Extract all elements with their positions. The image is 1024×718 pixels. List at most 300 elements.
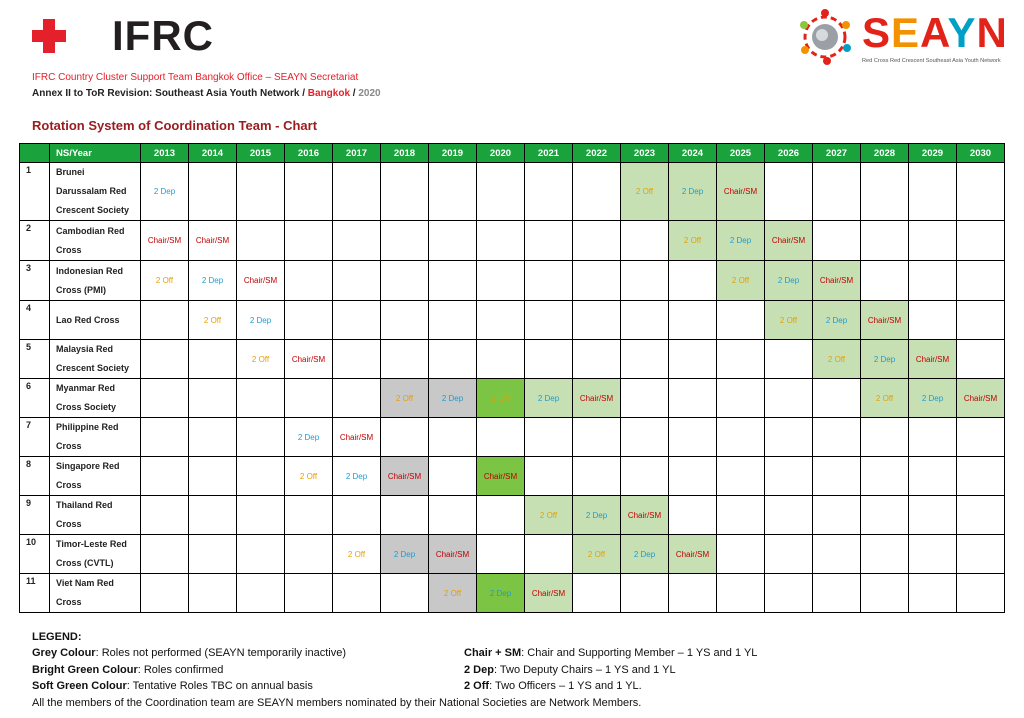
role-label: 2 Off	[539, 510, 558, 520]
year-header: 2024	[669, 144, 717, 163]
rotation-cell	[189, 574, 237, 613]
role-label: 2 Dep	[153, 187, 176, 196]
rotation-cell	[717, 379, 765, 418]
rotation-cell	[189, 379, 237, 418]
rotation-cell	[573, 379, 621, 418]
ns-name-line: Cross	[56, 480, 82, 490]
role-label: Chair/SM	[483, 471, 518, 481]
role-label: Chair/SM	[387, 471, 422, 481]
rotation-cell	[237, 379, 285, 418]
role-label: Chair/SM	[867, 315, 902, 325]
rotation-cell	[333, 261, 381, 301]
rotation-cell	[765, 301, 813, 340]
seayn-letter: E	[891, 9, 921, 56]
rotation-cell	[573, 261, 621, 301]
legend-title: LEGEND:	[32, 631, 82, 643]
role-label: 2 Dep	[537, 393, 560, 403]
ns-name-line: Indonesian Red	[56, 265, 124, 276]
ns-name-line: Thailand Red	[56, 500, 113, 510]
ns-name-line: Cross	[56, 597, 82, 607]
rotation-cell	[669, 457, 717, 496]
rotation-cell	[333, 379, 381, 418]
rotation-cell	[429, 163, 477, 221]
ns-name-line: Viet Nam Red	[56, 578, 114, 588]
rotation-cell	[141, 496, 189, 535]
table-row	[20, 535, 1005, 574]
rotation-cell	[237, 418, 285, 457]
role-label: 2 Off	[251, 354, 270, 364]
rotation-cell	[333, 163, 381, 221]
legend-bright-text: : Roles confirmed	[137, 663, 224, 676]
rotation-cell	[285, 457, 333, 496]
rotation-cell	[381, 340, 429, 379]
rotation-cell	[525, 340, 573, 379]
table-row	[20, 221, 1005, 261]
rotation-cell	[429, 574, 477, 613]
table-body	[20, 163, 1005, 613]
ns-name-line: Myanmar Red	[56, 383, 116, 393]
rotation-cell	[141, 457, 189, 496]
seayn-emblem-icon	[796, 8, 854, 66]
ns-name-line: Crescent Society	[56, 363, 130, 373]
ns-name-line: Cross	[56, 519, 82, 529]
ns-name-line: Cross Society	[56, 402, 117, 412]
rotation-cell	[813, 340, 861, 379]
national-society-name	[50, 457, 141, 496]
rotation-cell	[525, 496, 573, 535]
role-label: 2 Dep	[585, 510, 608, 520]
national-society-name	[50, 163, 141, 221]
legend-grey-label: Grey Colour	[32, 647, 96, 660]
legend-off	[464, 678, 884, 694]
role-label: Chair/SM	[723, 187, 758, 196]
role-label: 2 Off	[347, 549, 366, 559]
role-label: Chair/SM	[819, 276, 854, 285]
national-society-name	[50, 496, 141, 535]
rotation-cell	[813, 301, 861, 340]
role-label: 2 Off	[731, 276, 750, 285]
rotation-cell	[957, 340, 1005, 379]
legend-off-label: 2 Off	[464, 680, 490, 693]
role-label: 2 Dep	[633, 549, 656, 559]
legend-chair-label: Chair + SM	[464, 647, 522, 660]
year-header: 2026	[765, 144, 813, 163]
ns-name-line: Brunei	[56, 167, 85, 177]
national-society-name	[50, 574, 141, 613]
rotation-cell	[333, 496, 381, 535]
rotation-cell	[909, 535, 957, 574]
header-num-cell	[20, 144, 50, 163]
rotation-cell	[957, 535, 1005, 574]
ifrc-logo-text: IFRC	[112, 12, 214, 59]
seayn-logo-text	[862, 10, 1008, 56]
rotation-cell	[429, 221, 477, 261]
rotation-cell	[765, 340, 813, 379]
rotation-cell	[621, 221, 669, 261]
rotation-cell	[381, 163, 429, 221]
rotation-cell	[621, 301, 669, 340]
role-label: 2 Dep	[297, 432, 320, 442]
seayn-logo	[796, 6, 1008, 72]
rotation-cell	[285, 574, 333, 613]
rotation-cell	[621, 379, 669, 418]
role-label: Chair/SM	[963, 393, 998, 403]
rotation-cell	[813, 535, 861, 574]
annex-line	[32, 88, 381, 99]
rotation-cell	[141, 535, 189, 574]
rotation-cell	[861, 457, 909, 496]
rotation-cell	[381, 496, 429, 535]
rotation-cell	[189, 261, 237, 301]
rotation-cell	[573, 221, 621, 261]
legend-chair-text: : Chair and Supporting Member – 1 YS and 1 YL	[521, 647, 758, 660]
rotation-cell	[909, 163, 957, 221]
rotation-cell	[429, 261, 477, 301]
rotation-cell	[813, 163, 861, 221]
rotation-cell	[669, 496, 717, 535]
rotation-cell	[669, 221, 717, 261]
year-header: 2029	[909, 144, 957, 163]
rotation-cell	[813, 496, 861, 535]
rotation-cell	[285, 379, 333, 418]
rotation-cell	[141, 301, 189, 340]
rotation-cell	[525, 418, 573, 457]
rotation-cell	[861, 418, 909, 457]
national-society-name	[50, 261, 141, 301]
page-title: Rotation System of Coordination Team - Chart	[32, 118, 318, 133]
ns-name-line: Cambodian Red	[56, 225, 125, 236]
role-label: Chair/SM	[291, 354, 326, 364]
seayn-tagline: Red Cross Red Crescent Southeast Asia Youth Network	[862, 58, 1001, 64]
seayn-letter: N	[976, 9, 1008, 56]
rotation-cell	[189, 496, 237, 535]
role-label: Chair/SM	[771, 236, 806, 245]
legend-dep-label: 2 Dep	[464, 663, 494, 676]
legend-soft-label: Soft Green Colour	[32, 680, 127, 693]
rotation-cell	[573, 418, 621, 457]
rotation-cell	[477, 163, 525, 221]
rotation-cell	[237, 261, 285, 301]
rotation-cell	[429, 496, 477, 535]
rotation-cell	[429, 457, 477, 496]
table-row	[20, 301, 1005, 340]
role-label: Chair/SM	[531, 588, 566, 598]
year-header: 2021	[525, 144, 573, 163]
year-header: 2027	[813, 144, 861, 163]
rotation-cell	[669, 301, 717, 340]
role-label: 2 Off	[443, 588, 462, 598]
rotation-cell	[189, 340, 237, 379]
year-header: 2022	[573, 144, 621, 163]
role-label: 2 Off	[779, 315, 798, 325]
legend-soft-text: : Tentative Roles TBC on annual basis	[126, 680, 313, 693]
rotation-cell	[813, 457, 861, 496]
rotation-cell	[717, 221, 765, 261]
rotation-cell	[717, 301, 765, 340]
rotation-cell	[909, 418, 957, 457]
rotation-cell	[237, 301, 285, 340]
national-society-name	[50, 221, 141, 261]
rotation-cell	[765, 535, 813, 574]
rotation-cell	[861, 535, 909, 574]
rotation-cell	[285, 301, 333, 340]
annex-prefix: Annex II to ToR Revision: Southeast Asia Youth Network /	[32, 88, 308, 99]
rotation-cell	[285, 496, 333, 535]
rotation-cell	[573, 301, 621, 340]
rotation-cell	[285, 261, 333, 301]
national-society-name	[50, 535, 141, 574]
table-row	[20, 379, 1005, 418]
ifrc-logo	[32, 12, 214, 59]
rotation-cell	[285, 221, 333, 261]
rotation-cell	[333, 340, 381, 379]
year-header: 2023	[621, 144, 669, 163]
rotation-cell	[861, 574, 909, 613]
rotation-cell	[813, 379, 861, 418]
rotation-cell	[957, 221, 1005, 261]
rotation-cell	[525, 457, 573, 496]
rotation-cell	[141, 379, 189, 418]
role-label: Chair/SM	[195, 236, 230, 245]
role-label: 2 Dep	[681, 187, 704, 196]
row-number: 8	[20, 457, 50, 496]
rotation-cell	[813, 261, 861, 301]
rotation-cell	[621, 496, 669, 535]
legend-dep	[464, 662, 884, 678]
office-line: IFRC Country Cluster Support Team Bangkok Office – SEAYN Secretariat	[32, 72, 359, 83]
rotation-cell	[717, 261, 765, 301]
rotation-cell	[333, 535, 381, 574]
rotation-cell	[333, 301, 381, 340]
rotation-cell	[237, 163, 285, 221]
rotation-cell	[477, 340, 525, 379]
role-label: 2 Off	[299, 471, 318, 481]
role-label: 2 Off	[395, 393, 414, 403]
rotation-cell	[237, 535, 285, 574]
rotation-cell	[573, 535, 621, 574]
rotation-cell	[621, 457, 669, 496]
rotation-cell	[381, 457, 429, 496]
rotation-cell	[189, 418, 237, 457]
rotation-cell	[189, 163, 237, 221]
rotation-cell	[381, 535, 429, 574]
rotation-cell	[429, 418, 477, 457]
rotation-cell	[621, 261, 669, 301]
rotation-cell	[765, 574, 813, 613]
row-number: 2	[20, 221, 50, 261]
rotation-cell	[381, 221, 429, 261]
role-label: 2 Dep	[825, 315, 848, 325]
role-label: Chair/SM	[435, 549, 470, 559]
national-society-name	[50, 379, 141, 418]
rotation-cell	[333, 221, 381, 261]
rotation-cell	[477, 535, 525, 574]
rotation-cell	[189, 301, 237, 340]
role-label: Chair/SM	[339, 432, 374, 442]
rotation-cell	[285, 163, 333, 221]
rotation-cell	[765, 496, 813, 535]
row-number: 5	[20, 340, 50, 379]
role-label: 2 Off	[587, 549, 606, 559]
table-header-row	[20, 144, 1005, 163]
row-number: 3	[20, 261, 50, 301]
table-row	[20, 163, 1005, 221]
legend	[32, 629, 758, 711]
role-label: Chair/SM	[243, 276, 278, 285]
rotation-cell	[525, 379, 573, 418]
rotation-cell	[525, 574, 573, 613]
legend-column-2	[464, 645, 884, 694]
ns-name-line: Cross	[56, 441, 82, 451]
table-row	[20, 418, 1005, 457]
rotation-cell	[381, 301, 429, 340]
rotation-cell	[909, 496, 957, 535]
row-number: 9	[20, 496, 50, 535]
legend-footnote: All the members of the Coordination team are SEAYN members nominated by their National Societies are Network Members.	[32, 696, 642, 709]
role-label: 2 Dep	[729, 236, 752, 245]
rotation-cell	[909, 261, 957, 301]
role-label: 2 Dep	[777, 276, 800, 285]
rotation-cell	[573, 574, 621, 613]
legend-off-text: : Two Officers – 1 YS and 1 YL.	[489, 680, 642, 693]
rotation-cell	[525, 163, 573, 221]
ns-name-line: Darussalam Red	[56, 186, 127, 196]
rotation-cell	[957, 163, 1005, 221]
rotation-cell	[669, 379, 717, 418]
rotation-cell	[525, 261, 573, 301]
rotation-cell	[957, 379, 1005, 418]
rotation-cell	[621, 535, 669, 574]
rotation-cell	[909, 301, 957, 340]
rotation-cell	[717, 163, 765, 221]
legend-grey-text: : Roles not performed (SEAYN temporarily inactive)	[95, 647, 347, 660]
ns-name-line: Lao Red Cross	[56, 314, 120, 325]
row-number: 6	[20, 379, 50, 418]
ns-name-line: Malaysia Red	[56, 344, 114, 354]
rotation-cell	[237, 221, 285, 261]
rotation-cell	[381, 574, 429, 613]
rotation-cell	[477, 457, 525, 496]
seayn-letter: A	[920, 9, 948, 56]
rotation-cell	[957, 261, 1005, 301]
row-number: 11	[20, 574, 50, 613]
rotation-cell	[381, 261, 429, 301]
rotation-cell	[141, 340, 189, 379]
rotation-cell	[909, 379, 957, 418]
red-crescent-icon	[72, 19, 106, 53]
rotation-cell	[621, 418, 669, 457]
role-label: 2 Dep	[441, 393, 464, 403]
seayn-letter: S	[862, 9, 892, 56]
rotation-cell	[861, 163, 909, 221]
rotation-cell	[957, 457, 1005, 496]
table-row	[20, 574, 1005, 613]
rotation-cell	[669, 418, 717, 457]
rotation-cell	[237, 574, 285, 613]
year-header: 2028	[861, 144, 909, 163]
rotation-cell	[957, 496, 1005, 535]
rotation-table	[19, 143, 1005, 613]
ns-name-line: Cross	[56, 244, 82, 255]
annex-year: 2020	[358, 88, 381, 99]
rotation-cell	[477, 418, 525, 457]
ns-name-line: Philippine Red	[56, 422, 119, 432]
role-label: Chair/SM	[579, 393, 614, 403]
rotation-cell	[525, 221, 573, 261]
rotation-cell	[141, 574, 189, 613]
rotation-cell	[237, 340, 285, 379]
row-number: 7	[20, 418, 50, 457]
role-label: Chair/SM	[147, 236, 182, 245]
rotation-cell	[813, 574, 861, 613]
role-label: 2 Off	[203, 315, 222, 325]
rotation-cell	[765, 457, 813, 496]
rotation-cell	[861, 340, 909, 379]
rotation-cell	[141, 418, 189, 457]
rotation-cell	[717, 418, 765, 457]
rotation-cell	[429, 379, 477, 418]
rotation-cell	[573, 457, 621, 496]
rotation-cell	[669, 261, 717, 301]
red-cross-icon	[32, 19, 66, 53]
role-label: Chair/SM	[627, 510, 662, 520]
rotation-cell	[621, 340, 669, 379]
rotation-cell	[573, 340, 621, 379]
rotation-cell	[957, 418, 1005, 457]
rotation-cell	[525, 535, 573, 574]
rotation-cell	[669, 340, 717, 379]
rotation-cell	[957, 574, 1005, 613]
rotation-cell	[525, 301, 573, 340]
rotation-cell	[861, 496, 909, 535]
rotation-cell	[669, 574, 717, 613]
year-header: 2017	[333, 144, 381, 163]
rotation-cell	[477, 379, 525, 418]
rotation-cell	[141, 261, 189, 301]
legend-chair	[464, 645, 884, 661]
role-label: 2 Dep	[489, 588, 512, 598]
rotation-cell	[285, 535, 333, 574]
role-label: 2 Off	[875, 393, 894, 403]
year-header: 2019	[429, 144, 477, 163]
rotation-cell	[237, 496, 285, 535]
rotation-cell	[477, 221, 525, 261]
rotation-cell	[717, 340, 765, 379]
rotation-cell	[909, 340, 957, 379]
ns-name-line: Timor-Leste Red	[56, 539, 127, 549]
rotation-cell	[477, 301, 525, 340]
year-header: 2016	[285, 144, 333, 163]
seayn-letter: Y	[947, 9, 977, 56]
rotation-cell	[285, 418, 333, 457]
ns-name-line: Cross (CVTL)	[56, 558, 114, 568]
rotation-cell	[669, 535, 717, 574]
rotation-cell	[477, 261, 525, 301]
rotation-cell	[429, 340, 477, 379]
role-label: 2 Off	[827, 354, 846, 364]
rotation-cell	[621, 163, 669, 221]
rotation-cell	[813, 221, 861, 261]
year-header: 2025	[717, 144, 765, 163]
year-header: 2030	[957, 144, 1005, 163]
ns-name-line: Cross (PMI)	[56, 284, 107, 295]
legend-dep-text: : Two Deputy Chairs – 1 YS and 1 YL	[493, 663, 676, 676]
national-society-name	[50, 418, 141, 457]
role-label: 2 Dep	[873, 354, 896, 364]
role-label: Chair/SM	[915, 354, 950, 364]
rotation-cell	[573, 163, 621, 221]
rotation-cell	[621, 574, 669, 613]
